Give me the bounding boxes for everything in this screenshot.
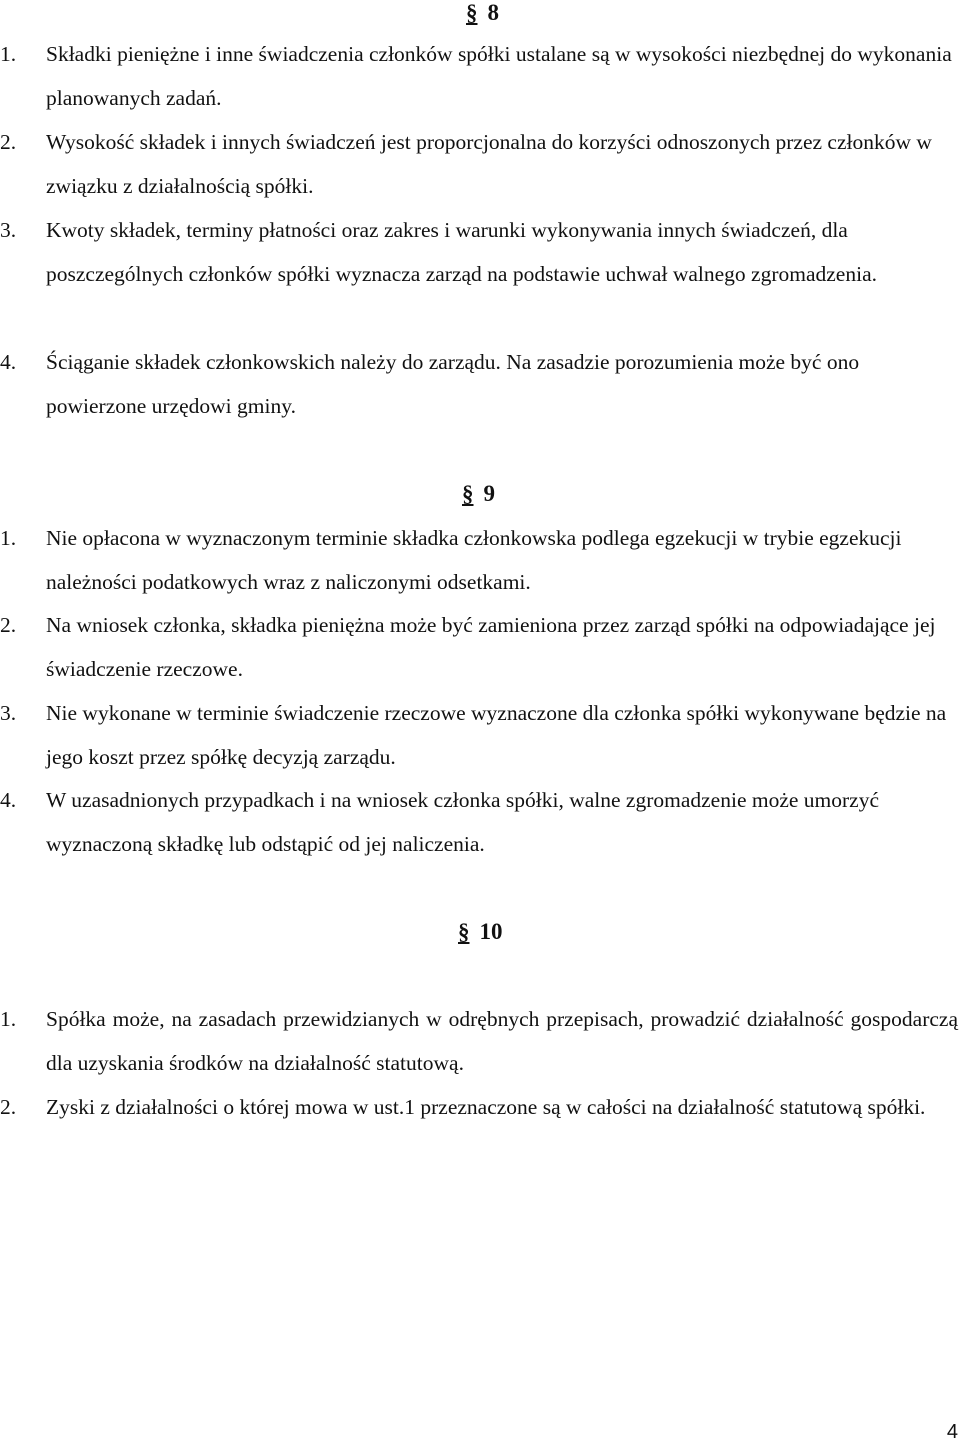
item-text: Zyski z działalności o której mowa w ust.1 przeznaczone są w całości na działalność statutową spółki.: [46, 1095, 926, 1119]
list-item: [0, 691, 960, 779]
item-number: 1.: [0, 42, 17, 66]
list-item: [0, 997, 960, 1085]
item-number: 2.: [0, 613, 17, 637]
item-text: W uzasadnionych przypadkach i na wniosek członka spółki, walne zgromadzenie może umorzyć wyznaczoną składkę lub odstąpić od jej naliczenia.: [46, 788, 880, 856]
item-number: 3.: [0, 218, 17, 242]
list-item: [0, 1085, 960, 1129]
list-item: [0, 778, 960, 866]
list-item: [0, 516, 960, 604]
item-number: 1.: [0, 526, 17, 550]
section-heading-10: [458, 919, 503, 945]
item-text: Kwoty składek, terminy płatności oraz zakres i warunki wykonywania innych świadczeń, dla poszczególnych członków spółki wyznacza zarząd na podstawie uchwał walnego zgromadzenia.: [46, 218, 877, 286]
section-sign: §: [466, 0, 478, 25]
item-number: 1.: [0, 1007, 17, 1031]
section-number: 10: [479, 919, 503, 944]
item-text: Nie wykonane w terminie świadczenie rzeczowe wyznaczone dla członka spółki wykonywane będzie na jego koszt przez spółkę decyzją zarządu.: [46, 701, 947, 769]
list-item: [0, 340, 960, 428]
item-text: Składki pieniężne i inne świadczenia członków spółki ustalane są w wysokości niezbędnej do wykonania planowanych zadań.: [46, 42, 952, 110]
item-number: 2.: [0, 130, 17, 154]
list-item: [0, 603, 960, 691]
list-item: [0, 120, 960, 208]
section-heading-9: [462, 481, 495, 507]
item-number: 2.: [0, 1095, 17, 1119]
page-number: 4: [946, 1421, 958, 1443]
item-number: 3.: [0, 701, 17, 725]
item-text: Nie opłacona w wyznaczonym terminie składka członkowska podlega egzekucji w trybie egzekucji należności podatkowych wraz z naliczonymi odsetkami.: [46, 526, 902, 594]
list-item: [0, 32, 960, 120]
item-text: Ściąganie składek członkowskich należy do zarządu. Na zasadzie porozumienia może być ono powierzone urzędowi gminy.: [46, 350, 860, 418]
section-number: 9: [483, 481, 495, 506]
item-text: Wysokość składek i innych świadczeń jest proporcjonalna do korzyści odnoszonych przez członków w związku z działalnością spółki.: [46, 130, 932, 198]
list-item: [0, 208, 960, 296]
section-number: 8: [487, 0, 499, 25]
item-text: Na wniosek członka, składka pieniężna może być zamieniona przez zarząd spółki na odpowiadające jej świadczenie rzeczowe.: [46, 613, 936, 681]
item-number: 4.: [0, 350, 17, 374]
item-number: 4.: [0, 788, 17, 812]
section-sign: §: [462, 481, 474, 506]
section-heading-8: [466, 0, 499, 26]
section-sign: §: [458, 919, 470, 944]
item-text: Spółka może, na zasadach przewidzianych w odrębnych przepisach, prowadzić działalność gospodarczą dla uzyskania środków na działalność statutową.: [46, 1007, 958, 1075]
